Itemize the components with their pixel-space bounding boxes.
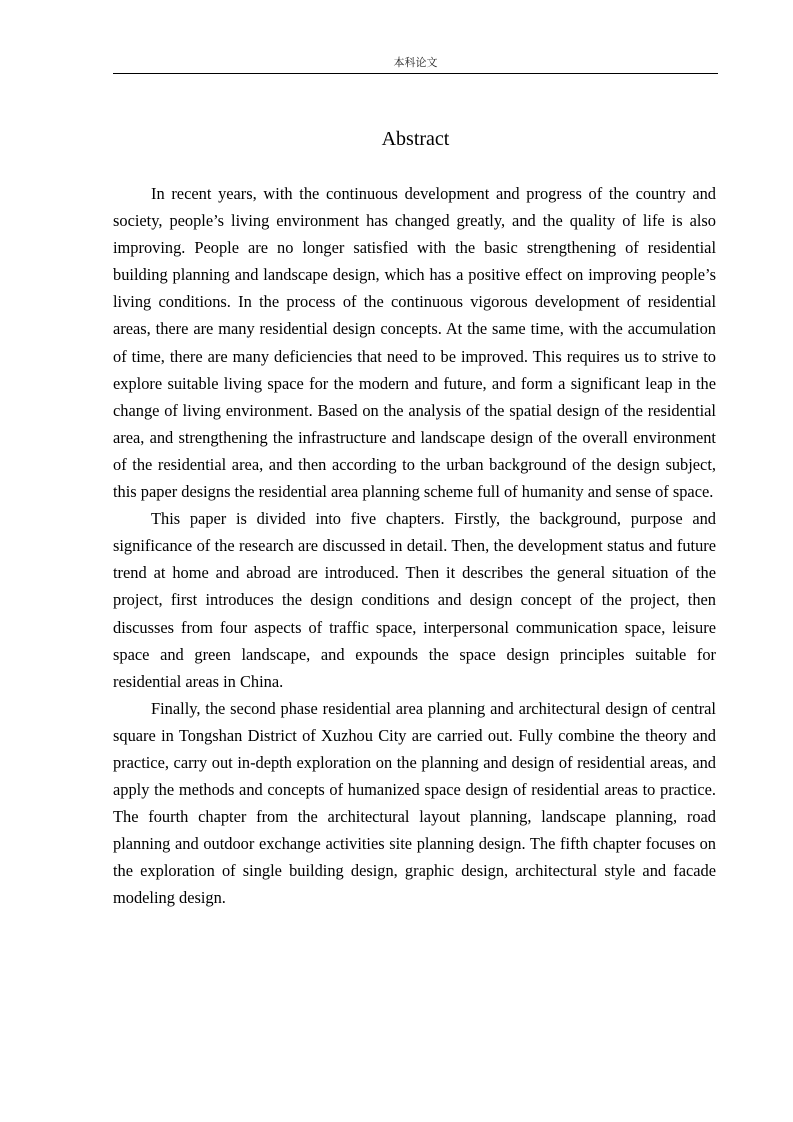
abstract-paragraph-3: Finally, the second phase residential area planning and architectural design of central square in Tongshan District of Xuzhou City are carried out. Fully combine the theory and practice, carry out in-depth exploration on the planning and design of residential areas, and apply the methods and concepts of humanized space design of residential areas to practice. The fourth chapter from the architectural layout planning, landscape planning, road planning and outdoor exchange activities site planning design. The fifth chapter focuses on the exploration of single building design, graphic design, architectural style and facade modeling design. (113, 698, 716, 908)
abstract-paragraph-2: This paper is divided into five chapters. Firstly, the background, purpose and significance of the research are discussed in detail. Then, the development status and future trend at home and abroad are introduced. Then it describes the general situation of the project, first introduces the design conditions and design concept of the project, then discusses from four aspects of traffic space, interpersonal communication space, leisure space and green landscape, and expounds the space design principles suitable for residential areas in China. (113, 509, 716, 691)
page-title: Abstract (381, 128, 450, 150)
header-divider (113, 73, 718, 74)
abstract-body (113, 180, 716, 912)
running-header: 本科论文 (393, 56, 438, 69)
abstract-paragraph-1: In recent years, with the continuous development and progress of the country and society, people’s living environment has changed greatly, and the quality of life is also improving. People are no longer satisfied with the basic strengthening of residential building planning and landscape design, which has a positive effect on improving people’s living conditions. In the process of the continuous vigorous development of residential areas, there are many residential design concepts. At the same time, with the accumulation of time, there are many deficiencies that need to be improved. This requires us to strive to explore suitable living space for the modern and future, and form a significant leap in the change of living environment. Based on the analysis of the spatial design of the residential area, and strengthening the infrastructure and landscape design of the overall environment of the residential area, and then according to the urban background of the design subject, this paper designs the residential area planning scheme full of humanity and sense of space. (113, 184, 716, 502)
